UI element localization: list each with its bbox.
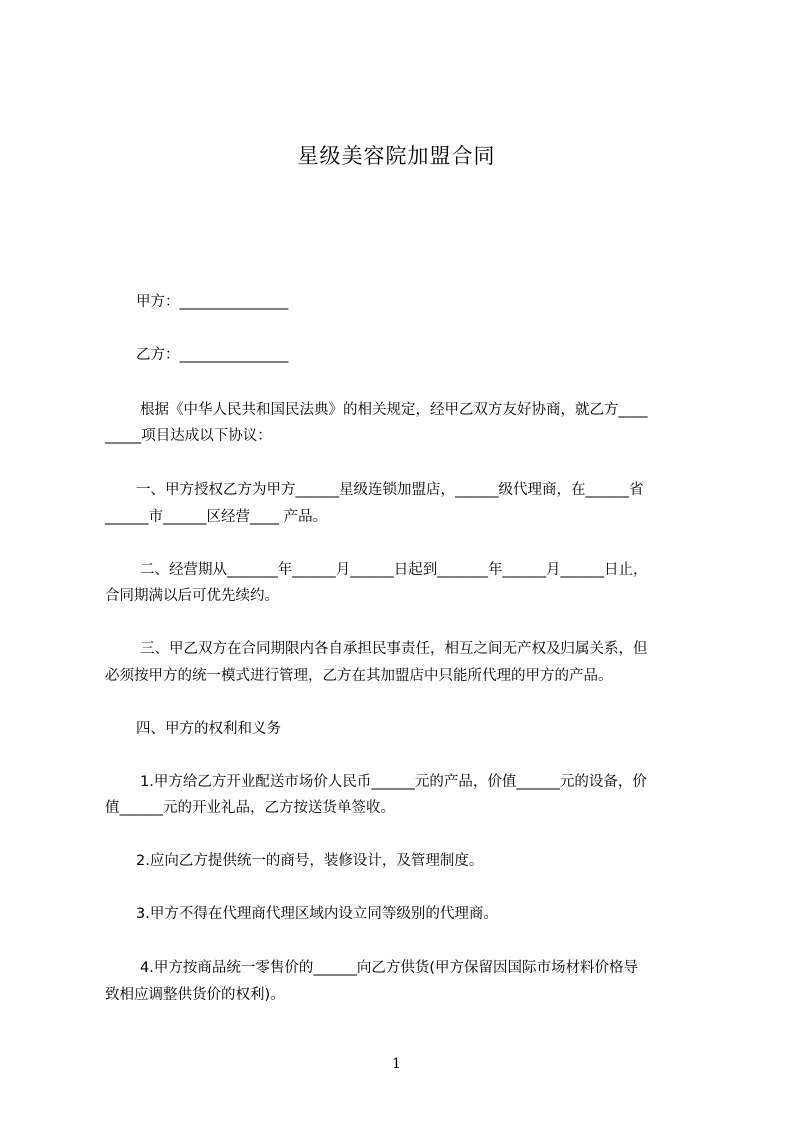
- contract-title: 星级美容院加盟合同: [297, 144, 496, 168]
- clause1-line-1: 一、甲方授权乙方为甲方______星级连锁加盟店，______级代理商，在______省: [136, 482, 644, 498]
- clause4-item2: 2.应向乙方提供统一的商号，装修设计，及管理制度。: [136, 853, 484, 869]
- intro-line-2: _____项目达成以下协议：: [105, 428, 272, 444]
- clause4-item4-line-1: 4.甲方按商品统一零售价的______向乙方供货(甲方保留因国际市场材料价格导: [140, 960, 638, 976]
- clause4-item1-line-2: 值______元的开业礼品，乙方按送货单签收。: [105, 800, 395, 816]
- clause3-line-1: 三、甲乙双方在合同期限内各自承担民事责任，相互之间无产权及归属关系，但: [140, 641, 648, 657]
- clause1-line-2: ______市______区经营____ 产品。: [105, 509, 328, 525]
- clause4-heading: 四、甲方的权利和义务: [136, 721, 281, 737]
- intro-line-1: 根据《中华人民共和国民法典》的相关规定，经甲乙双方友好协商，就乙方____: [140, 402, 648, 418]
- clause4-item1-line-1: 1.甲方给乙方开业配送市场价人民币______元的产品，价值______元的设备，价: [140, 774, 647, 790]
- clause4-item4-line-2: 致相应调整供货价的权利)。: [105, 987, 285, 1003]
- clause2-line-2: 合同期满以后可优先续约。: [105, 588, 279, 604]
- party-a-line: 甲方：_______________: [136, 294, 289, 310]
- clause4-item3: 3.甲方不得在代理商代理区域内设立同等级别的代理商。: [136, 906, 498, 922]
- party-b-line: 乙方：_______________: [136, 347, 289, 363]
- clause3-line-2: 必须按甲方的统一模式进行管理，乙方在其加盟店中只能所代理的甲方的产品。: [105, 668, 613, 684]
- clause2-line-1: 二、经营期从_______年______月______日起到_______年______月______日止，: [140, 562, 648, 578]
- page-number: 1: [392, 1056, 401, 1072]
